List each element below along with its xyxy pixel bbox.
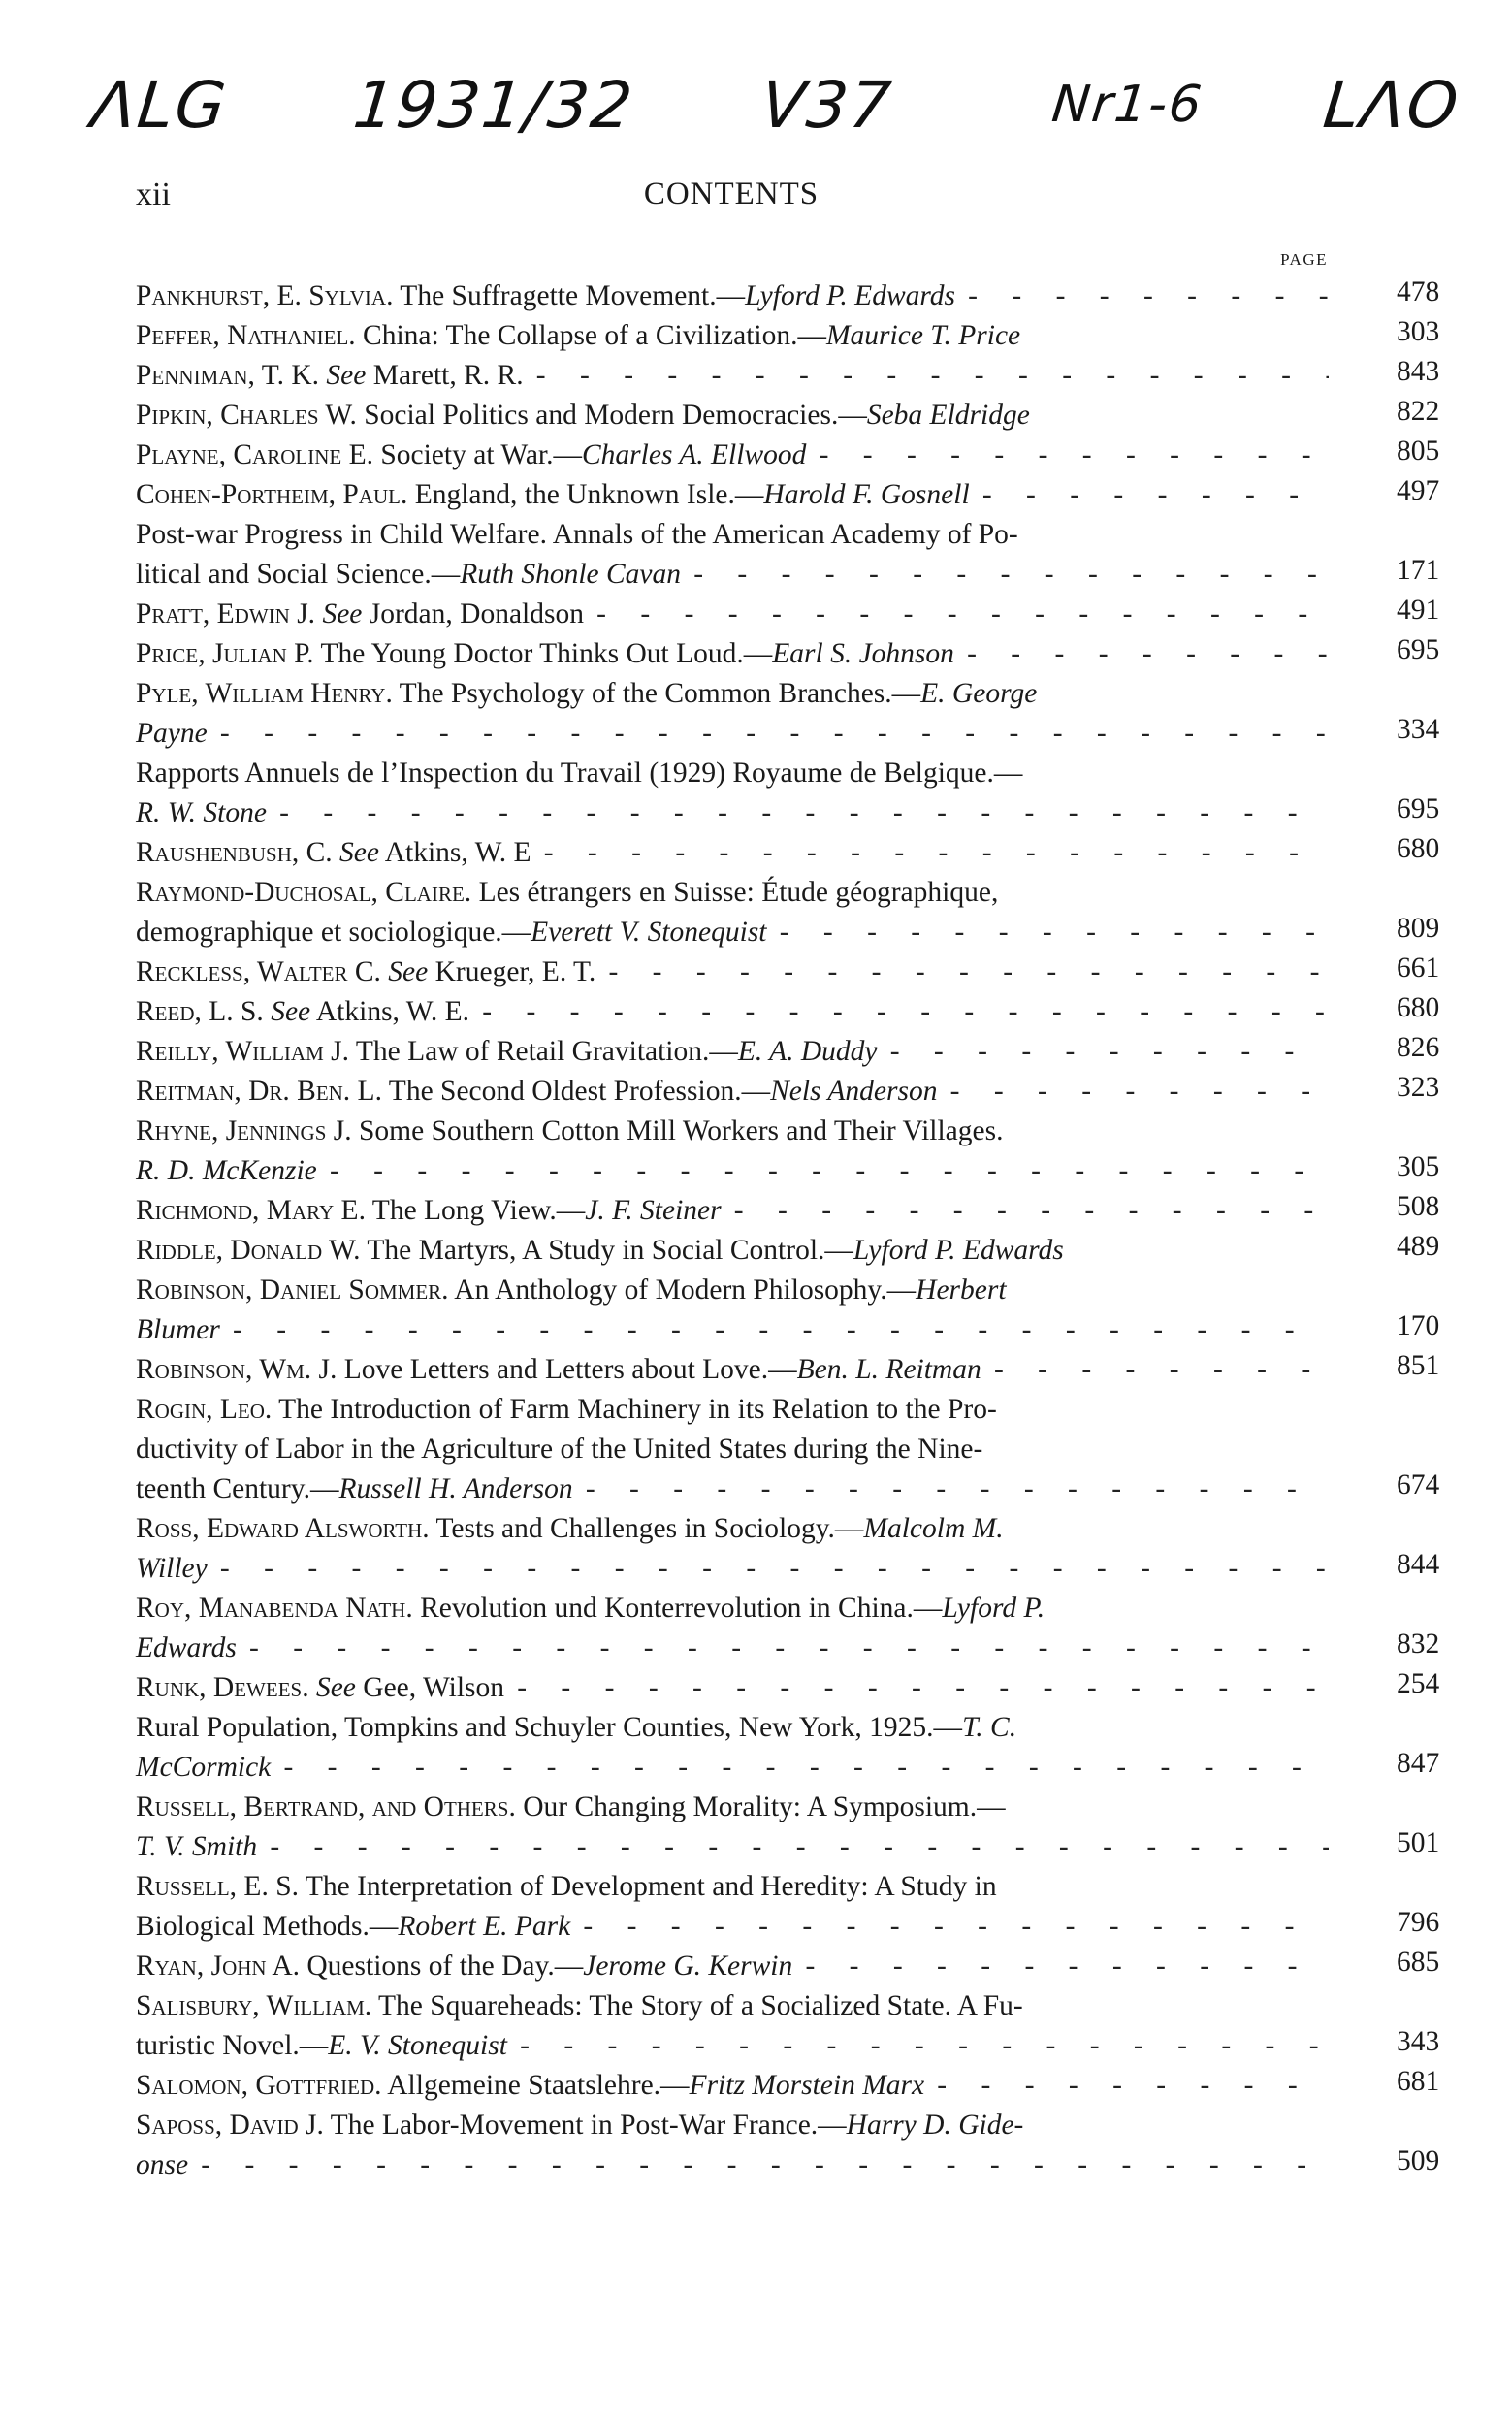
dot-leader <box>691 555 1329 595</box>
entry-text: Salisbury, William. The Squareheads: The Story of a Socialized State. A Fu- <box>136 1990 1023 2021</box>
page-number: 826 <box>1397 1032 1440 1063</box>
contents-entry <box>136 2106 1440 2185</box>
page-number: 508 <box>1397 1191 1440 1222</box>
entry-line <box>136 515 1329 555</box>
dot-leader <box>276 793 1329 833</box>
contents-entry <box>136 316 1440 356</box>
entry-text: Riddle, Donald W. The Martyrs, A Study in Social Control.—Lyford P. Edwards <box>136 1235 1064 1266</box>
dot-leader <box>816 435 1329 475</box>
entry-line <box>136 1867 1329 1907</box>
annotation-mark: Nr1-6 <box>1048 76 1206 134</box>
entry-text: Russell, Bertrand, and Others. Our Changing Morality: A Symposium.— <box>136 1791 1006 1822</box>
entry-text: Penniman, T. K. See Marett, R. R. <box>136 360 524 391</box>
handwritten-annotation <box>87 68 1464 175</box>
contents-entry <box>136 2066 1440 2106</box>
contents-entry <box>136 1390 1440 1509</box>
entry-text: Robinson, Wm. J. Love Letters and Letters about Love.—Ben. L. Reitman <box>136 1354 981 1385</box>
entry-line <box>136 475 1329 515</box>
entry-line <box>136 2066 1329 2106</box>
entry-text: Pratt, Edwin J. See Jordan, Donaldson <box>136 598 584 629</box>
contents-entry <box>136 992 1440 1032</box>
entry-text: Pankhurst, E. Sylvia. The Suffragette Movement.—Lyford P. Edwards <box>136 280 955 311</box>
entry-text: McCormick <box>136 1752 272 1783</box>
entry-line <box>136 1549 1329 1589</box>
dot-leader <box>594 595 1329 634</box>
contents-entry <box>136 1947 1440 1986</box>
entry-line <box>136 1151 1329 1191</box>
page-number: 170 <box>1397 1310 1440 1341</box>
entry-text: Pipkin, Charles W. Social Politics and Modern Democracies.—Seba Eldridge <box>136 400 1030 431</box>
page-number: 809 <box>1397 913 1440 944</box>
page-number: 822 <box>1397 396 1440 427</box>
dot-leader <box>934 2066 1329 2106</box>
entry-line <box>136 1827 1329 1867</box>
contents-entry <box>136 634 1440 674</box>
contents-entry <box>136 1271 1440 1350</box>
annotation-mark: V37 <box>756 68 897 143</box>
entry-text: litical and Social Science.—Ruth Shonle Cavan <box>136 559 682 590</box>
dot-leader <box>267 1827 1329 1867</box>
dot-leader <box>991 1350 1329 1390</box>
page-number: 674 <box>1397 1469 1440 1500</box>
contents-entry <box>136 1668 1440 1708</box>
page-number: 805 <box>1397 435 1440 467</box>
entry-text: R. D. McKenzie <box>136 1155 317 1186</box>
entry-line <box>136 1668 1329 1708</box>
page-number: 680 <box>1397 992 1440 1023</box>
contents-entry <box>136 1231 1440 1271</box>
entry-line <box>136 1072 1329 1112</box>
contents-entry <box>136 833 1440 873</box>
page-number: 847 <box>1397 1748 1440 1779</box>
page-folio: xii <box>136 177 171 212</box>
dot-leader <box>731 1191 1329 1231</box>
entry-line <box>136 793 1329 833</box>
entry-text: T. V. Smith <box>136 1831 258 1862</box>
entry-line <box>136 316 1329 356</box>
page-number: 343 <box>1397 2026 1440 2057</box>
entry-text: Willey <box>136 1553 208 1584</box>
entry-text: Post-war Progress in Child Welfare. Annals of the American Academy of Po- <box>136 519 1018 550</box>
page-number: 334 <box>1397 714 1440 745</box>
entry-text: Cohen-Portheim, Paul. England, the Unknown Isle.—Harold F. Gosnell <box>136 479 970 510</box>
page-number: 509 <box>1397 2145 1440 2176</box>
entry-line <box>136 1748 1329 1788</box>
contents-entry <box>136 1589 1440 1668</box>
entry-text: Price, Julian P. The Young Doctor Thinks Out Loud.—Earl S. Johnson <box>136 638 954 669</box>
entry-line <box>136 1628 1329 1668</box>
page-number: 478 <box>1397 276 1440 307</box>
entry-line <box>136 1271 1329 1310</box>
entry-line <box>136 1947 1329 1986</box>
contents-entry <box>136 356 1440 396</box>
dot-leader <box>777 913 1329 952</box>
contents-entry <box>136 515 1440 595</box>
entry-text: Rhyne, Jennings J. Some Southern Cotton Mill Workers and Their Villages. <box>136 1115 1004 1146</box>
page-number: 680 <box>1397 833 1440 864</box>
contents-entry <box>136 1112 1440 1191</box>
dot-leader <box>327 1151 1329 1191</box>
entry-text: Ross, Edward Alsworth. Tests and Challenges in Sociology.—Malcolm M. <box>136 1513 1004 1544</box>
entry-text: Biological Methods.—Robert E. Park <box>136 1911 571 1942</box>
dot-leader <box>479 992 1329 1032</box>
entry-text: Rogin, Leo. The Introduction of Farm Machinery in its Relation to the Pro- <box>136 1394 997 1425</box>
entry-line <box>136 714 1329 754</box>
entry-line <box>136 2106 1329 2145</box>
entry-text: Ryan, John A. Questions of the Day.—Jerome G. Kerwin <box>136 1951 793 1982</box>
entry-line <box>136 595 1329 634</box>
entry-text: Reed, L. S. See Atkins, W. E. <box>136 996 470 1027</box>
page-number: 171 <box>1397 555 1440 586</box>
entry-line <box>136 1469 1329 1509</box>
entry-text: ductivity of Labor in the Agriculture of the United States during the Nine- <box>136 1434 983 1465</box>
dot-leader <box>980 475 1329 515</box>
dot-leader <box>514 1668 1329 1708</box>
entry-line <box>136 952 1329 992</box>
entry-text: demographique et sociologique.—Everett V. Stonequist <box>136 917 767 948</box>
contents-entry <box>136 595 1440 634</box>
entry-text: Runk, Dewees. See Gee, Wilson <box>136 1672 505 1703</box>
entry-line <box>136 1390 1329 1430</box>
entry-line <box>136 1430 1329 1469</box>
entry-line <box>136 396 1329 435</box>
contents-entry <box>136 1867 1440 1947</box>
entry-line <box>136 1708 1329 1748</box>
entry-text: turistic Novel.—E. V. Stonequist <box>136 2030 507 2061</box>
page-number: 851 <box>1397 1350 1440 1381</box>
entry-line <box>136 356 1329 396</box>
page-number: 323 <box>1397 1072 1440 1103</box>
dot-leader <box>583 1469 1329 1509</box>
contents-entry <box>136 1350 1440 1390</box>
entry-text: Reilly, William J. The Law of Retail Gravitation.—E. A. Duddy <box>136 1036 878 1067</box>
entry-line <box>136 2145 1329 2185</box>
contents-entry <box>136 873 1440 952</box>
dot-leader <box>887 1032 1329 1072</box>
entry-text: Reitman, Dr. Ben. L. The Second Oldest Profession.—Nels Anderson <box>136 1076 938 1107</box>
entry-line <box>136 1191 1329 1231</box>
contents-entry <box>136 754 1440 833</box>
entry-text: teenth Century.—Russell H. Anderson <box>136 1473 573 1504</box>
entry-text: Pyle, William Henry. The Psychology of the Common Branches.—E. George <box>136 678 1038 709</box>
entry-text: Russell, E. S. The Interpretation of Development and Heredity: A Study in <box>136 1871 997 1902</box>
contents-entry <box>136 435 1440 475</box>
entry-line <box>136 1112 1329 1151</box>
page-number: 832 <box>1397 1628 1440 1660</box>
entry-line <box>136 1509 1329 1549</box>
page-number: 695 <box>1397 634 1440 665</box>
contents-entry <box>136 276 1440 316</box>
contents-entry <box>136 952 1440 992</box>
contents-entry <box>136 1788 1440 1867</box>
page-number: 305 <box>1397 1151 1440 1182</box>
dot-leader <box>217 1549 1329 1589</box>
dot-leader <box>517 2026 1329 2066</box>
entry-text: Playne, Caroline E. Society at War.—Charles A. Ellwood <box>136 439 807 470</box>
page-number: 491 <box>1397 595 1440 626</box>
dot-leader <box>802 1947 1329 1986</box>
annotation-mark: LΛO <box>1319 68 1464 143</box>
entry-text: Raymond-Duchosal, Claire. Les étrangers en Suisse: Étude géographique, <box>136 877 999 908</box>
entry-text: onse <box>136 2149 189 2180</box>
dot-leader <box>280 1748 1329 1788</box>
contents-entry <box>136 674 1440 754</box>
entry-line <box>136 555 1329 595</box>
entry-text: Roy, Manabenda Nath. Revolution und Konterrevolution in China.—Lyford P. <box>136 1593 1046 1624</box>
entry-text: Saposs, David J. The Labor-Movement in Post-War France.—Harry D. Gide- <box>136 2110 1024 2141</box>
dot-leader <box>541 833 1329 873</box>
page-number: 303 <box>1397 316 1440 347</box>
page-number: 695 <box>1397 793 1440 824</box>
contents-entry <box>136 1032 1440 1072</box>
annotation-mark: ΛLG <box>87 68 232 143</box>
contents-entry <box>136 1191 1440 1231</box>
entry-text: Rural Population, Tompkins and Schuyler Counties, New York, 1925.—T. C. <box>136 1712 1017 1743</box>
page-number: 844 <box>1397 1549 1440 1580</box>
contents-entry <box>136 396 1440 435</box>
entry-text: Robinson, Daniel Sommer. An Anthology of Modern Philosophy.—Herbert <box>136 1274 1007 1306</box>
page-number: 661 <box>1397 952 1440 983</box>
page-number: 489 <box>1397 1231 1440 1262</box>
entry-line <box>136 754 1329 793</box>
entry-line <box>136 1788 1329 1827</box>
dot-leader <box>230 1310 1329 1350</box>
contents-list <box>136 276 1440 2185</box>
entry-line <box>136 1310 1329 1350</box>
page-number: 501 <box>1397 1827 1440 1858</box>
entry-line <box>136 634 1329 674</box>
entry-line <box>136 1350 1329 1390</box>
entry-text: Rapports Annuels de l’Inspection du Travail (1929) Royaume de Belgique.— <box>136 758 1023 789</box>
dot-leader <box>198 2145 1329 2185</box>
entry-line <box>136 873 1329 913</box>
entry-line <box>136 674 1329 714</box>
contents-entry <box>136 1986 1440 2066</box>
page-number: 843 <box>1397 356 1440 387</box>
entry-line <box>136 913 1329 952</box>
dot-leader <box>533 356 1329 396</box>
annotation-mark: 1931/32 <box>349 68 638 143</box>
entry-line <box>136 833 1329 873</box>
entry-text: R. W. Stone <box>136 797 267 828</box>
page-number: 497 <box>1397 475 1440 506</box>
page-number: 681 <box>1397 2066 1440 2097</box>
entry-text: Raushenbush, C. See Atkins, W. E <box>136 837 531 868</box>
entry-line <box>136 1986 1329 2026</box>
entry-text: Reckless, Walter C. See Krueger, E. T. <box>136 956 596 987</box>
entry-line <box>136 2026 1329 2066</box>
page-number: 685 <box>1397 1947 1440 1978</box>
entry-text: Edwards <box>136 1632 237 1663</box>
entry-text: Payne <box>136 718 208 749</box>
page-number: 254 <box>1397 1668 1440 1699</box>
contents-entry <box>136 1072 1440 1112</box>
dot-leader <box>964 634 1329 674</box>
entry-text: Peffer, Nathaniel. China: The Collapse of a Civilization.—Maurice T. Price <box>136 320 1021 351</box>
dot-leader <box>947 1072 1329 1112</box>
dot-leader <box>246 1628 1329 1668</box>
dot-leader <box>580 1907 1329 1947</box>
entry-text: Richmond, Mary E. The Long View.—J. F. Steiner <box>136 1195 722 1226</box>
contents-entry <box>136 1708 1440 1788</box>
entry-line <box>136 1032 1329 1072</box>
page-column-label: PAGE <box>1280 250 1328 269</box>
page-number: 796 <box>1397 1907 1440 1938</box>
entry-line <box>136 1589 1329 1628</box>
entry-text: Blumer <box>136 1314 220 1345</box>
page-title: CONTENTS <box>643 177 820 211</box>
entry-text: Salomon, Gottfried. Allgemeine Staatslehre.—Fritz Morstein Marx <box>136 2070 925 2101</box>
contents-entry <box>136 1509 1440 1589</box>
entry-line <box>136 435 1329 475</box>
contents-entry <box>136 475 1440 515</box>
entry-line <box>136 1907 1329 1947</box>
dot-leader <box>605 952 1329 992</box>
entry-line <box>136 992 1329 1032</box>
entry-line <box>136 276 1329 316</box>
entry-line <box>136 1231 1329 1271</box>
dot-leader <box>965 276 1329 316</box>
dot-leader <box>217 714 1329 754</box>
